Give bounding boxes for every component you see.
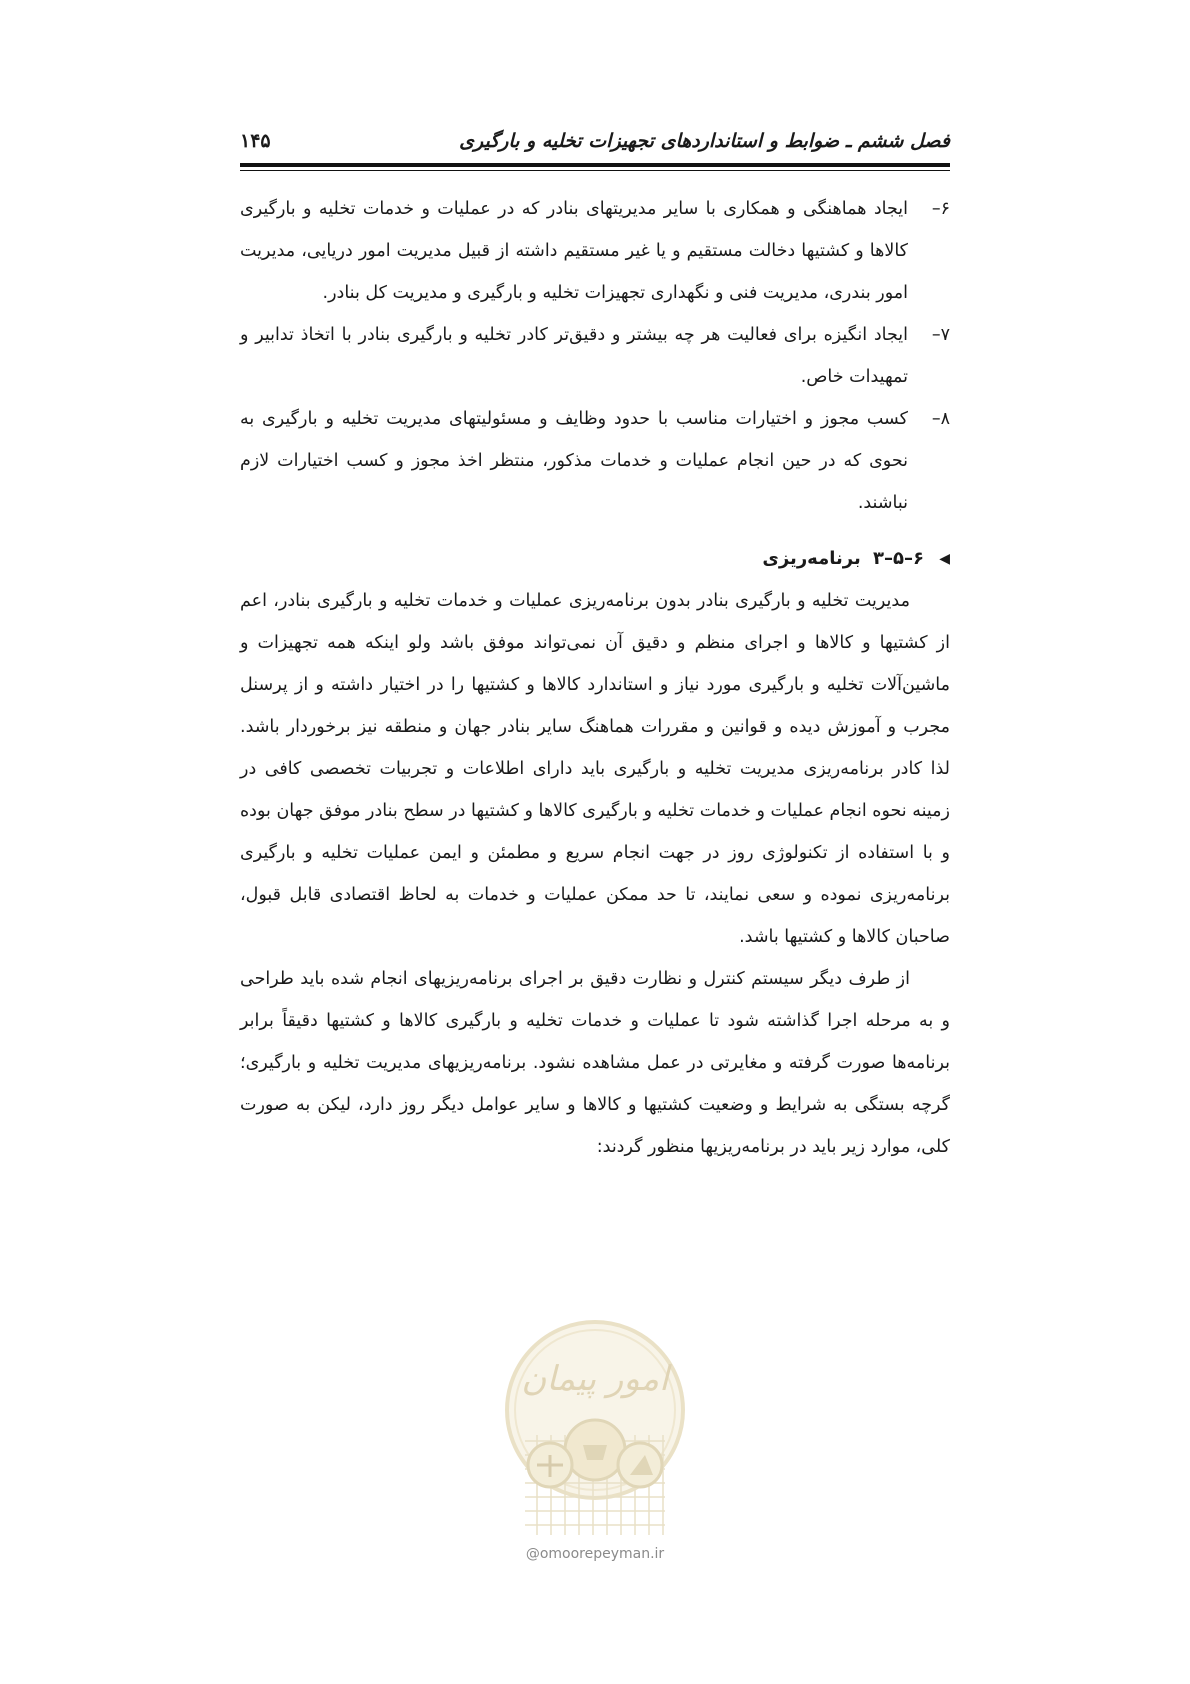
section-number: ۶–۵–۳ [873, 548, 924, 569]
section-title: برنامه‌ریزی [762, 548, 861, 569]
list-text: ایجاد انگیزه برای فعالیت هر چه بیشتر و دقیق‌تر کادر تخلیه و بارگیری بنادر با اتخاذ تدابیر و تمهیدات خاص. [240, 325, 908, 387]
list-text: ایجاد هماهنگی و همکاری با سایر مدیریتهای بنادر که در عملیات و خدمات تخلیه و بارگیری کالاها و کشتیها دخالت مستقیم و یا غیر مستقیم داشته از قبیل مدیریت امور دریایی، مدیریت امور بندری، مدیریت فنی و نگهداری تجهیزات تخلیه و بارگیری و مدیریت کل بنادر. [240, 199, 908, 303]
triangle-marker-icon: ◀ [939, 551, 950, 567]
running-header [240, 122, 950, 162]
watermark-url: @omoorepeyman.ir [525, 1546, 665, 1562]
page-number: ۱۴۵ [240, 130, 271, 152]
omoorepeyman-logo-icon [495, 1315, 695, 1545]
header-rule-thin [240, 170, 950, 171]
chapter-title: فصل ششم ـ ضوابط و استانداردهای تجهیزات تخلیه و بارگیری [459, 130, 950, 152]
section-heading [240, 538, 950, 580]
list-item [240, 188, 950, 314]
body-content [240, 188, 950, 1168]
logo-text: امور پیمان [521, 1359, 669, 1399]
paragraph: مدیریت تخلیه و بارگیری بنادر بدون برنامه‌ریزی عملیات و خدمات تخلیه و بارگیری بنادر، اعم از کشتیها و کالاها و اجرای منظم و دقیق آن نمی‌تواند موفق باشد ولو اینکه همه تجهیزات و ماشین‌آلات تخلیه و بارگیری مورد نیاز و استاندارد کالاها و کشتیها را در اختیار داشته و از پرسنل مجرب و آموزش دیده و قوانین و مقررات هماهنگ سایر بنادر جهان و منطقه نیز برخوردار باشد. لذا کادر برنامه‌ریزی مدیریت تخلیه و بارگیری باید دارای اطلاعات و تجربیات تخصصی کافی در زمینه نحوه انجام عملیات و خدمات تخلیه و بارگیری کالاها و کشتیها در سطح بنادر موفق جهان بوده و با استفاده از تکنولوژی روز در جهت انجام سریع و مطمئن و ایمن عملیات تخلیه و بارگیری برنامه‌ریزی نموده و سعی نمایند، تا حد ممکن عملیات و خدمات به لحاظ اقتصادی قابل قبول، صاحبان کالاها و کشتیها باشد. [240, 591, 950, 947]
list-text: کسب مجوز و اختیارات مناسب با حدود وظایف و مسئولیتهای مدیریت تخلیه و بارگیری به نحوی که در حین انجام عملیات و خدمات مذکور، منتظر اخذ مجوز و کسب اختیارات لازم نباشند. [240, 409, 908, 513]
list-number: ۸– [931, 409, 950, 429]
paragraph: از طرف دیگر سیستم کنترل و نظارت دقیق بر اجرای برنامه‌ریزیهای انجام شده باید طراحی و به مرحله اجرا گذاشته شود تا عملیات و خدمات تخلیه و بارگیری کالاها و کشتیها دقیقاً برابر برنامه‌ها صورت گرفته و مغایرتی در عمل مشاهده نشود. برنامه‌ریزیهای مدیریت تخلیه و بارگیری؛ گرچه بستگی به شرایط و وضعیت کشتیها و کالاها و سایر عوامل دیگر روز دارد، لیکن به صورت کلی، موارد زیر باید در برنامه‌ریزیها منظور گردند: [240, 969, 950, 1157]
list-number: ۶– [931, 199, 950, 219]
list-item [240, 398, 950, 524]
header-rule-thick [240, 163, 950, 167]
list-item [240, 314, 950, 398]
list-number: ۷– [931, 325, 950, 345]
